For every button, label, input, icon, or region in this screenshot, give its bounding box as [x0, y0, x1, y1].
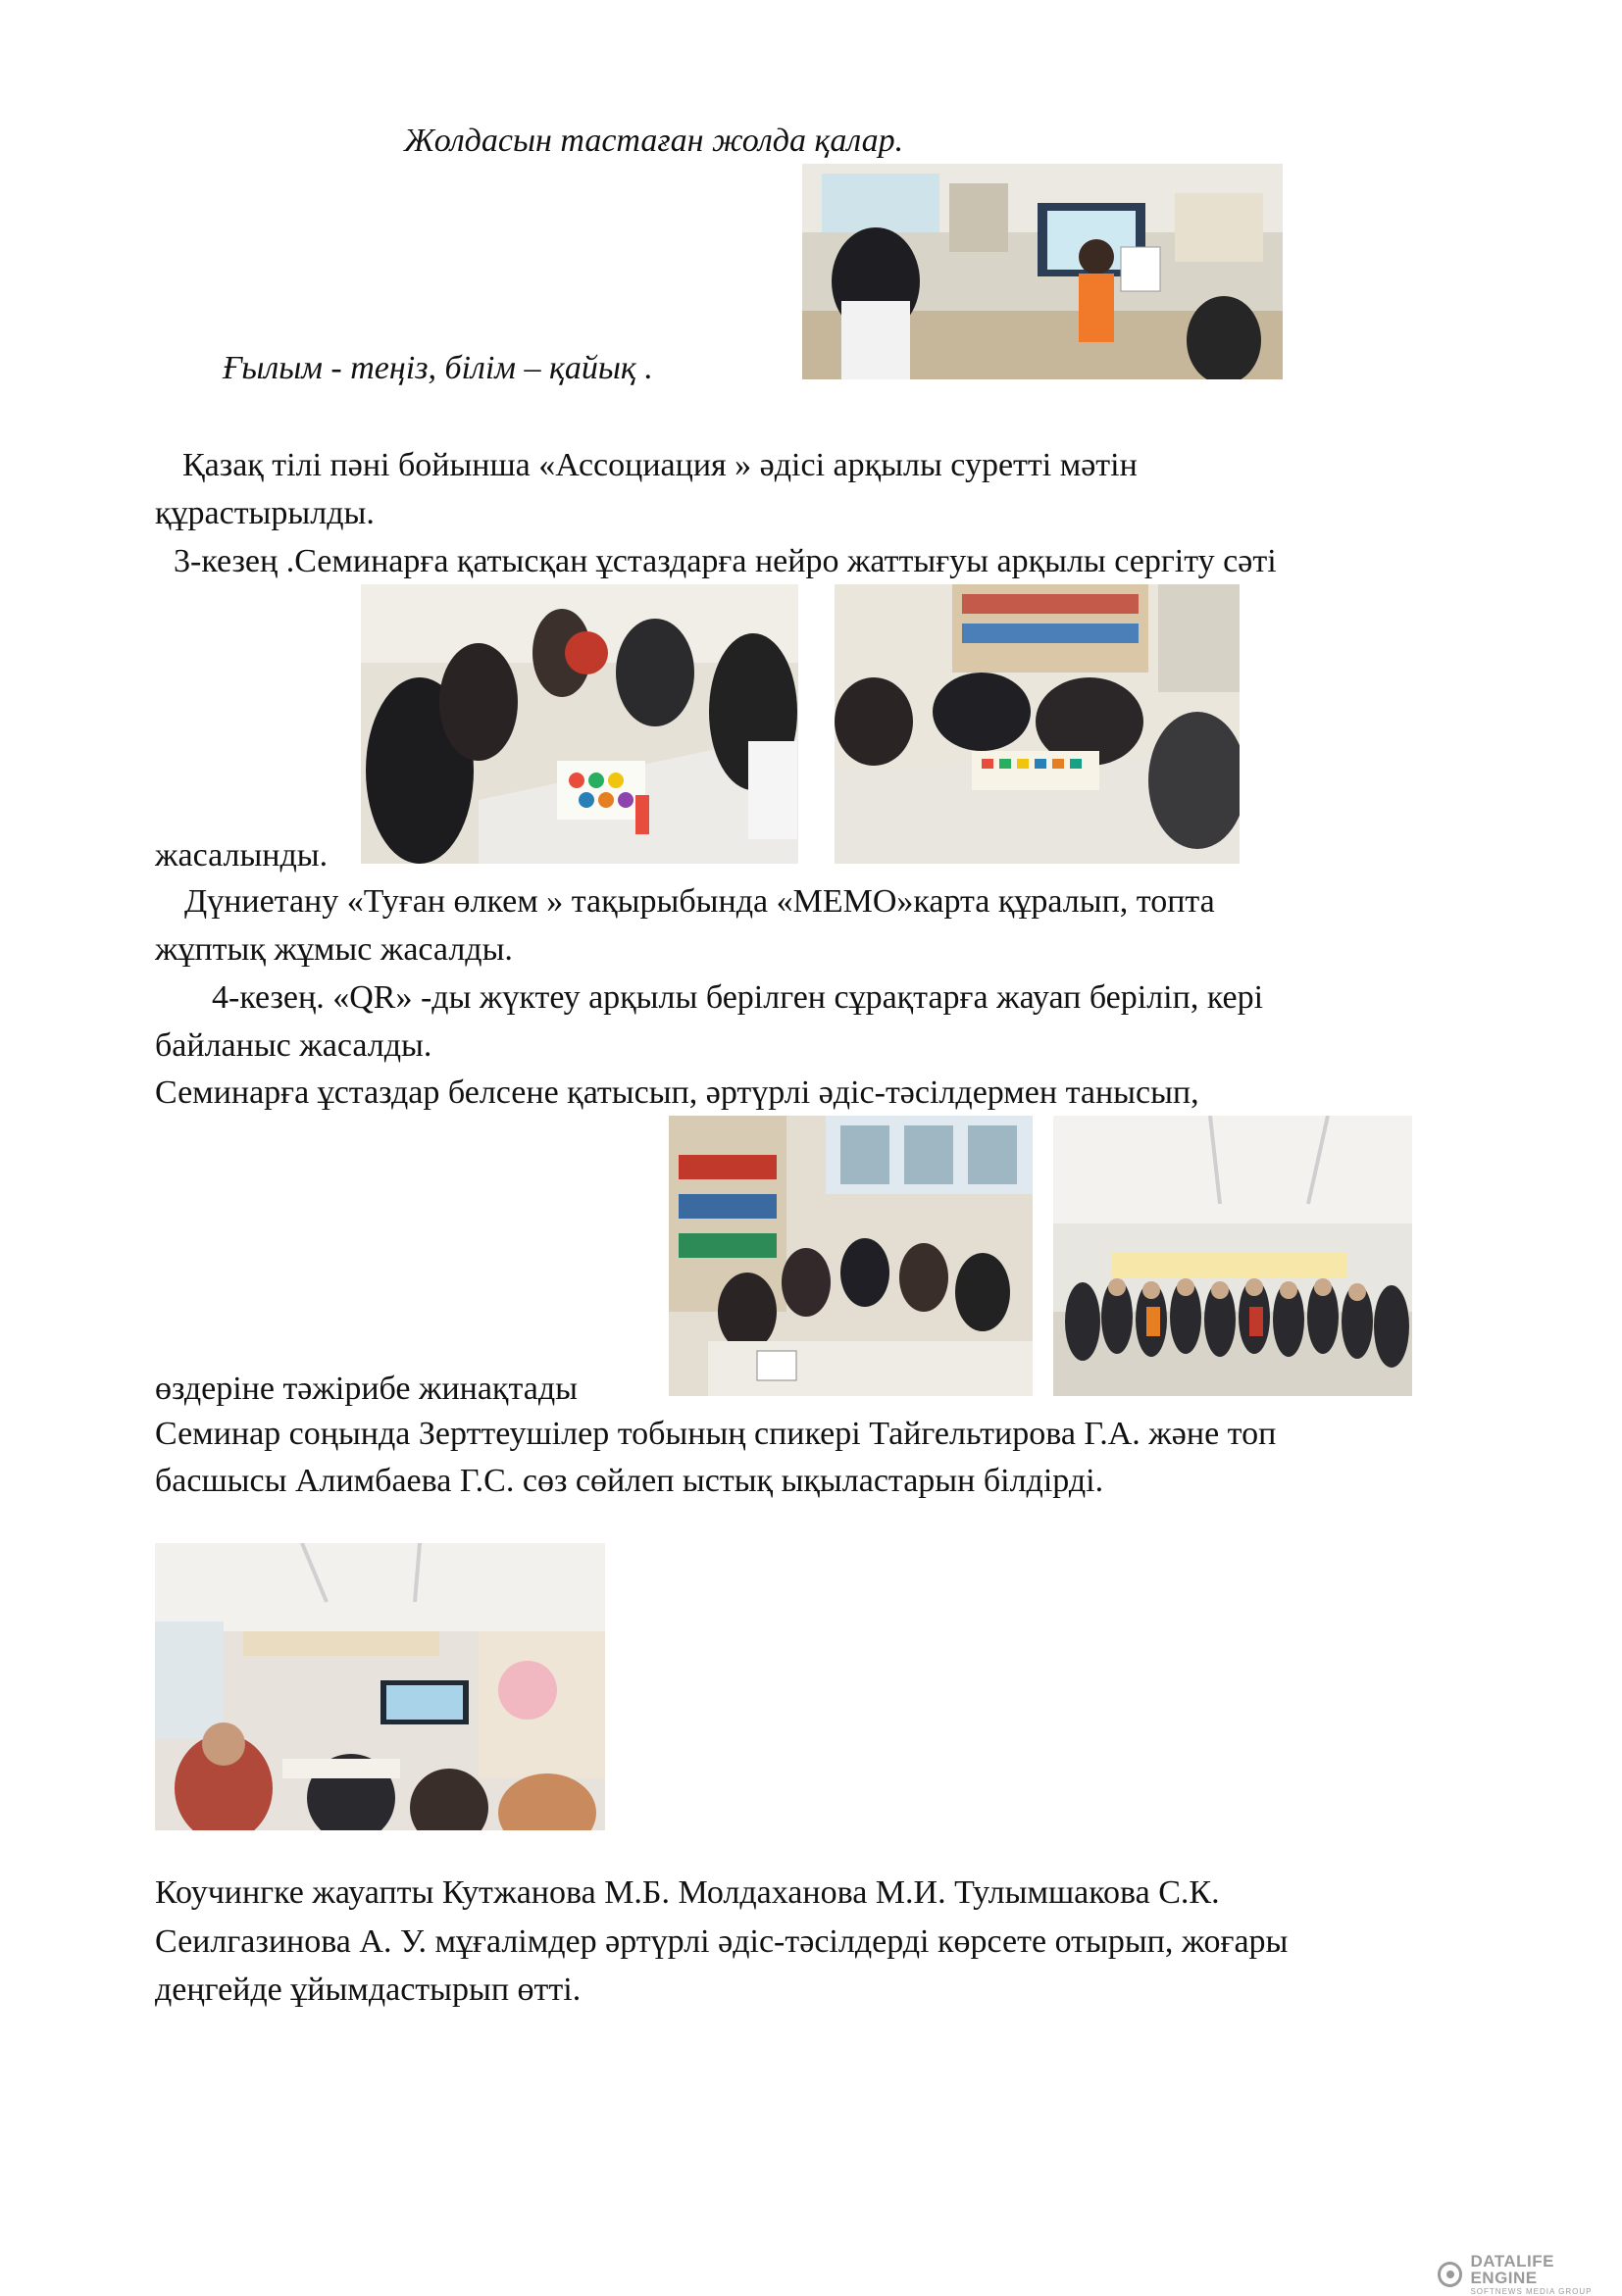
photo-teachers-at-table	[361, 584, 798, 864]
paragraph-line: Дүниетану «Туған өлкем » тақырыбында «МЕМО»карта құралып, топта	[184, 883, 1215, 920]
paragraph-line: құрастырылды.	[155, 495, 375, 531]
paragraph-line: деңгейде ұйымдастырып өтті.	[155, 1972, 582, 2008]
datalife-logo-icon	[1438, 2262, 1462, 2287]
paragraph-line: 3-кезең .Семинарға қатысқан ұстаздарға нейро жаттығуы арқылы сергіту сәті	[174, 543, 1277, 579]
photo-teacher-presenting	[802, 164, 1283, 379]
paragraph-line: Семинар соңында Зерттеушілер тобының спикері Тайгельтирова Г.А. және топ	[155, 1416, 1277, 1452]
datalife-watermark	[1438, 2253, 1622, 2296]
photo-group-portrait	[1053, 1116, 1412, 1396]
paragraph-line: жасалынды.	[155, 837, 329, 873]
paragraph-line: Коучингке жауапты Кутжанова М.Б. Молдаханова М.И. Тулымшакова С.К.	[155, 1874, 1220, 1911]
paragraph-line: Семинарға ұстаздар белсене қатысып, әртүрлі әдіс-тәсілдермен танысып,	[155, 1074, 1199, 1111]
proverb-line-2: Ғылым - теңіз, білім – қайық .	[223, 350, 653, 386]
proverb-line-1: Жолдасын тастаған жолда қалар.	[404, 123, 904, 159]
paragraph-line: 4-кезең. «QR» -ды жүктеу арқылы берілген сұрақтарға жауап беріліп, кері	[212, 979, 1264, 1016]
paragraph-line: өздеріне тәжірибе жинақтады	[155, 1371, 578, 1407]
photo-group-work	[835, 584, 1240, 864]
paragraph-line: Қазақ тілі пәні бойынша «Ассоциация » әдісі арқылы суретті мәтін	[182, 447, 1138, 483]
paragraph-line: жұптық жұмыс жасалды.	[155, 931, 513, 968]
photo-classroom-screen	[155, 1543, 605, 1830]
paragraph-line: байланыс жасалды.	[155, 1027, 432, 1064]
watermark-title: DATALIFE ENGINE	[1470, 2252, 1554, 2287]
paragraph-line: Сеилгазинова А. У. мұғалімдер әртүрлі әдіс-тәсілдерді көрсете отырып, жоғары	[155, 1923, 1289, 1960]
watermark-subtitle: SOFTNEWS MEDIA GROUP	[1470, 2287, 1593, 2296]
photo-seminar-classroom	[669, 1116, 1033, 1396]
paragraph-line: басшысы Алимбаева Г.С. сөз сөйлеп ыстық ықыластарын білдірді.	[155, 1463, 1104, 1499]
